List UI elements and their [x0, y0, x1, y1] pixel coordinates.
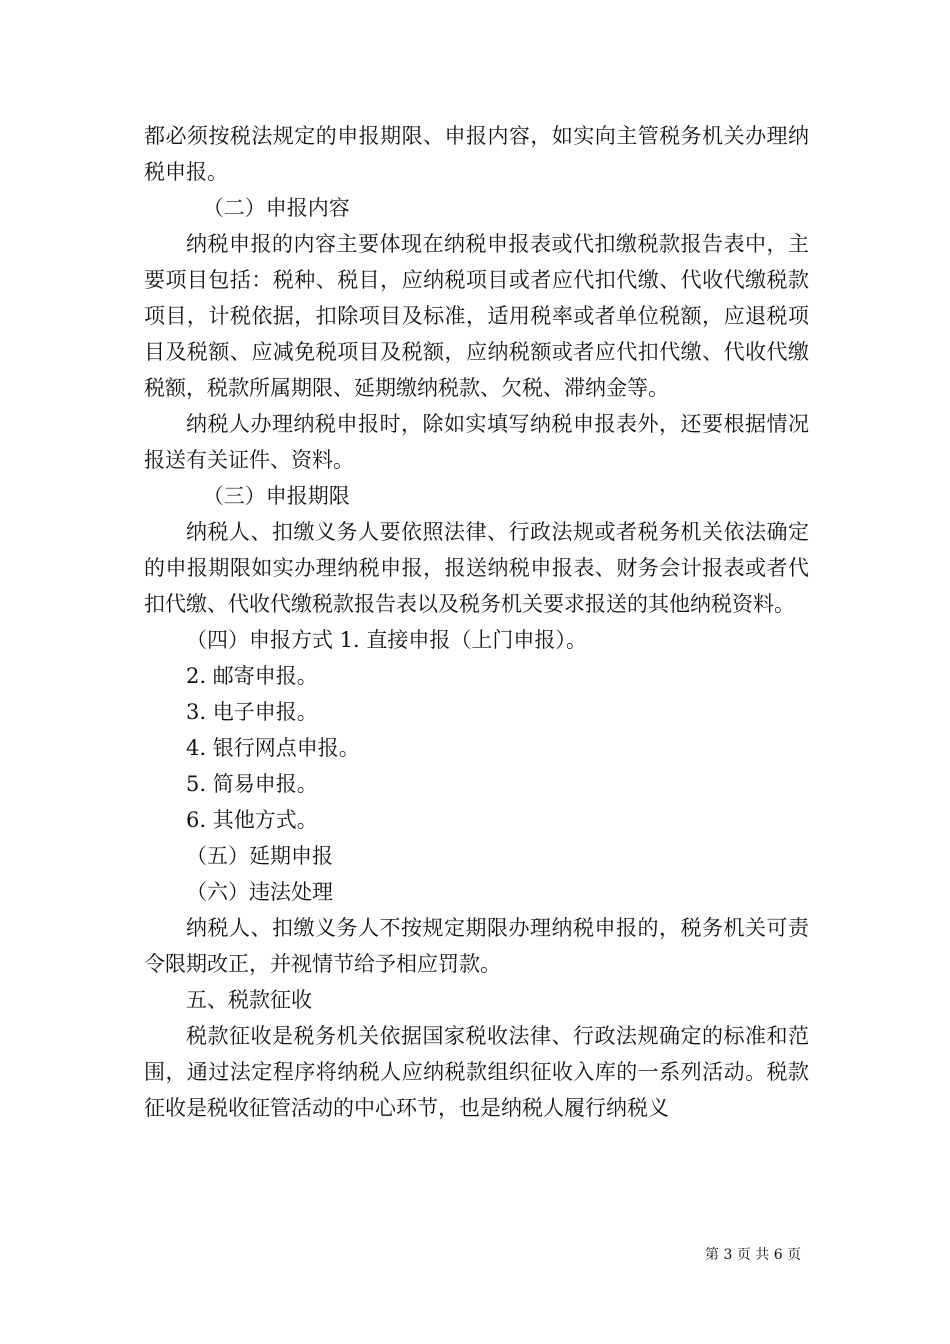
list-item-bank: 4. 银行网点申报。: [186, 736, 360, 760]
paragraph-continuation: 都必须按税法规定的申报期限、申报内容，如实向主管税务机关办理纳税申报。: [144, 124, 809, 184]
heading-extension: （五）延期申报: [186, 844, 333, 868]
document-body: [144, 118, 809, 1126]
page-number: 第 3 页 共 6 页: [705, 1247, 802, 1263]
list-item-electronic: 3. 电子申报。: [186, 700, 318, 724]
heading-violation: （六）违法处理: [186, 880, 333, 904]
paragraph-declaration-period: 纳税人、扣缴义务人要依照法律、行政法规或者税务机关依法确定的申报期限如实办理纳税申报，报送纳税申报表、财务会计报表或者代扣代缴、代收代缴税款报告表以及税务机关要求报送的其他纳税资料。: [144, 520, 809, 616]
paragraph-violation: 纳税人、扣缴义务人不按规定期限办理纳税申报的，税务机关可责令限期改正，并视情节给予相应罚款。: [144, 916, 809, 976]
heading-declaration-content: （二）申报内容: [202, 196, 350, 220]
paragraph-tax-collection: 税款征收是税务机关依据国家税收法律、行政法规确定的标准和范围，通过法定程序将纳税人应纳税款组织征收入库的一系列活动。税款征收是税收征管活动的中心环节，也是纳税人履行纳税义: [144, 1024, 809, 1120]
paragraph-supporting-documents: 纳税人办理纳税申报时，除如实填写纳税申报表外，还要根据情况报送有关证件、资料。: [144, 412, 809, 472]
heading-declaration-methods: （四）申报方式 1. 直接申报（上门申报）。: [186, 628, 587, 652]
heading-declaration-period: （三）申报期限: [202, 484, 350, 508]
list-item-simplified: 5. 简易申报。: [186, 772, 318, 796]
heading-tax-collection: 五、税款征收: [186, 988, 312, 1012]
list-item-other: 6. 其他方式。: [186, 808, 318, 832]
list-item-mail: 2. 邮寄申报。: [186, 664, 318, 688]
paragraph-declaration-content: 纳税申报的内容主要体现在纳税申报表或代扣缴税款报告表中，主要项目包括：税种、税目，应纳税项目或者应代扣代缴、代收代缴税款项目，计税依据，扣除项目及标准，适用税率或者单位税额，应退税项目及税额、应减免税项目及税额，应纳税额或者应代扣代缴、代收代缴税额，税款所属期限、延期缴纳税款、欠税、滞纳金等。: [144, 232, 809, 400]
